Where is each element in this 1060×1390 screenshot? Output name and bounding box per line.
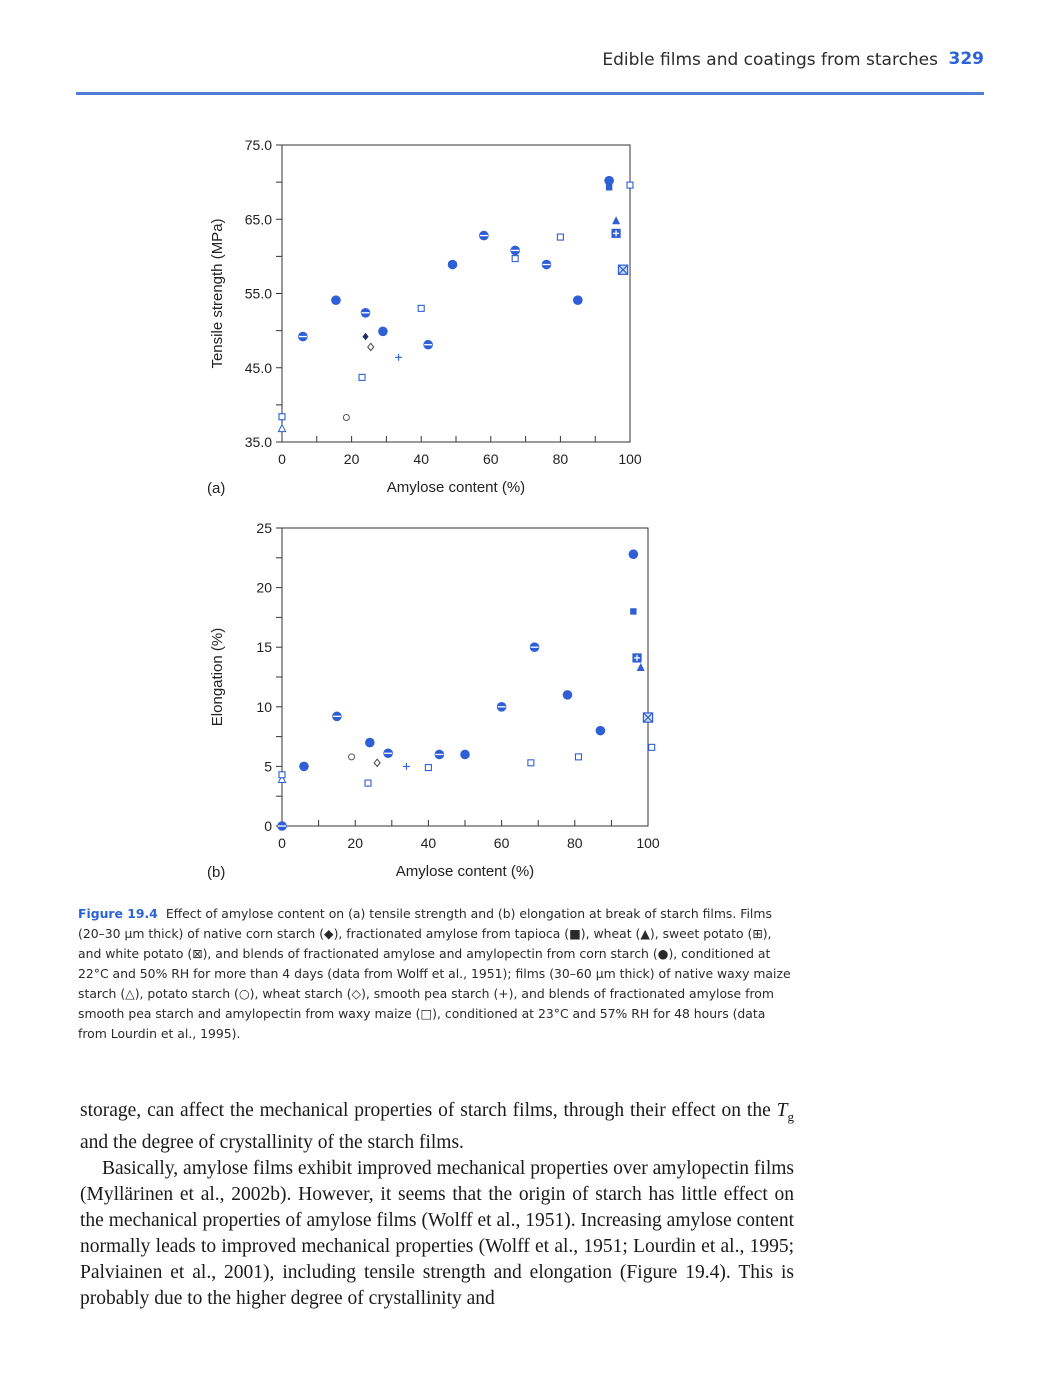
header-rule (76, 92, 984, 95)
elongation-point-plus (403, 763, 410, 770)
elongation-point-square-open (575, 754, 581, 760)
tensile-point-diamond-filled (363, 333, 369, 341)
tensile-point-square-open (418, 305, 424, 311)
elongation-point-square-open (528, 760, 534, 766)
tensile-point-diamond-open (368, 343, 374, 350)
elongation-point-circle-filled (563, 690, 573, 700)
elongation-x-axis-label: Amylose content (%) (395, 863, 535, 880)
elongation-point-circle-filled (460, 750, 470, 760)
elongation-y-tick-label: 5 (264, 758, 272, 775)
tensile-point-square-open (359, 374, 365, 380)
tensile-point-circle-striped (479, 231, 489, 241)
elongation-x-tick-label: 100 (636, 835, 660, 851)
elongation-point-diamond-open (374, 759, 380, 766)
elongation-point-circle-striped (277, 821, 287, 831)
tensile-x-tick-label: 40 (413, 451, 429, 467)
elongation-point-circle-striped (530, 642, 540, 652)
elongation-point-square-open (279, 772, 285, 778)
tensile-x-axis-label: Amylose content (%) (386, 479, 526, 496)
tg-symbol: T (776, 1100, 788, 1121)
tensile-point-circle-filled (378, 327, 388, 337)
tensile-strength-chart (0, 130, 1060, 510)
tensile-point-circle-filled (331, 295, 341, 305)
elongation-point-circle-filled (299, 762, 309, 772)
tensile-point-circle-striped (542, 260, 552, 270)
tensile-point-triangle-filled (612, 216, 620, 224)
tensile-x-tick-label: 0 (278, 451, 286, 467)
tensile-point-square-plus (611, 229, 620, 238)
figure-caption-label: Figure 19.4 (78, 906, 158, 921)
figure-caption (78, 904, 794, 1044)
elongation-point-circle-striped (497, 702, 507, 712)
tensile-y-tick-label: 75.0 (244, 137, 272, 153)
tensile-point-square-x (618, 265, 627, 274)
elongation-point-circle-striped (383, 748, 393, 758)
tensile-x-tick-label: 20 (343, 451, 360, 467)
body-paragraph-2: Basically, amylose films exhibit improved mechanical properties over amylopectin films (Myllärinen et al., 2002b). However, it seems that the origin of starch has little effect on the mechanical properties of amylose films (Wolff et al., 1951). Increasing amylose content normally leads to improved mechanical properties (Wolff et al., 1951; Lourdin et al., 1995; Palviainen et al., 2001), including tensile strength and elongation (Figure 19.4). This is probably due to the higher degree of crystallinity and (80, 1157, 794, 1309)
tensile-point-circle-filled (448, 260, 458, 270)
tensile-point-circle-filled (604, 176, 614, 186)
tensile-point-plus (395, 354, 402, 361)
elongation-point-circle-open (349, 754, 355, 760)
elongation-point-square-x (643, 713, 652, 722)
tensile-point-circle-striped (423, 340, 433, 350)
elongation-point-square-open (649, 744, 655, 750)
tensile-y-tick-label: 45.0 (244, 359, 272, 376)
tg-subscript: g (787, 1108, 794, 1124)
tensile-y-tick-label: 35.0 (244, 434, 272, 450)
elongation-y-tick-label: 0 (264, 818, 272, 834)
tensile-point-triangle-open (278, 425, 285, 432)
elongation-y-tick-label: 15 (256, 639, 272, 656)
tensile-x-tick-label: 60 (483, 451, 499, 467)
elongation-x-tick-label: 40 (420, 835, 437, 851)
tensile-point-circle-striped (361, 308, 371, 318)
elongation-point-circle-filled (596, 726, 606, 736)
tensile-point-square-open (557, 234, 563, 240)
elongation-point-circle-striped (435, 750, 445, 760)
tensile-point-circle-striped (298, 332, 308, 342)
page-number: 329 (948, 49, 984, 69)
elongation-point-square-plus (632, 653, 641, 662)
body-paragraph-1 (80, 1098, 794, 1156)
tensile-x-tick-label: 100 (618, 451, 642, 467)
tensile-point-circle-open (343, 414, 349, 420)
running-header-title: Edible films and coatings from starches (602, 50, 938, 70)
body-paragraph-1-end: and the degree of crystallinity of the starch films. (80, 1131, 464, 1153)
elongation-point-square-open (425, 765, 431, 771)
elongation-y-axis-label: Elongation (%) (209, 627, 226, 727)
elongation-x-tick-label: 60 (493, 835, 510, 851)
panel-a-label: (a) (207, 480, 226, 497)
body-paragraph-1-start: storage, can affect the mechanical properties of starch films, through their effect on the (80, 1100, 777, 1121)
tensile-y-tick-label: 65.0 (244, 211, 272, 228)
elongation-x-tick-label: 80 (567, 835, 583, 851)
elongation-point-square-filled (630, 608, 636, 614)
tensile-point-square-open (512, 256, 518, 262)
elongation-plot-frame (282, 528, 648, 826)
tensile-y-axis-label: Tensile strength (MPa) (209, 218, 226, 369)
tensile-point-circle-striped (510, 246, 520, 256)
elongation-point-circle-filled (365, 738, 375, 748)
body-text (80, 1098, 794, 1312)
elongation-point-triangle-filled (637, 663, 645, 671)
elongation-point-circle-filled (629, 549, 639, 559)
elongation-point-circle-striped (332, 712, 342, 722)
elongation-y-tick-label: 10 (256, 698, 272, 715)
elongation-point-square-open (365, 780, 371, 786)
tensile-x-tick-label: 80 (552, 451, 569, 467)
elongation-y-tick-label: 25 (256, 520, 272, 536)
tensile-point-square-open (279, 414, 285, 420)
tensile-point-square-open (627, 182, 633, 188)
tensile-plot-frame (282, 145, 630, 442)
tensile-point-circle-filled (573, 295, 583, 305)
tensile-y-tick-label: 55.0 (244, 285, 272, 302)
running-header (76, 48, 984, 78)
elongation-x-tick-label: 20 (347, 835, 363, 851)
panel-b-label: (b) (207, 864, 226, 881)
elongation-chart (0, 515, 1060, 890)
figure-caption-text: Effect of amylose content on (a) tensile strength and (b) elongation at break of starch films. Films (20–30 µm thick) of native corn starch (◆), fractionated amylose from tapioca (■), wheat (▲), sweet potato (⊞), and white potato (⊠), and blends of fractionated amylose and amylopectin from corn starch (●), conditioned at 22°C and 50% RH for more than 4 days (data from Wolff et al., 1951); films (30–60 µm thick) of native waxy maize starch (△), potato starch (○), wheat starch (◇), smooth pea starch (+), and blends of fractionated amylose from smooth pea starch and amylopectin from waxy maize (□), conditioned at 23°C and 57% RH for 48 hours (data from Lourdin et al., 1995). (78, 906, 791, 1041)
elongation-y-tick-label: 20 (256, 579, 272, 596)
elongation-x-tick-label: 0 (278, 835, 286, 851)
